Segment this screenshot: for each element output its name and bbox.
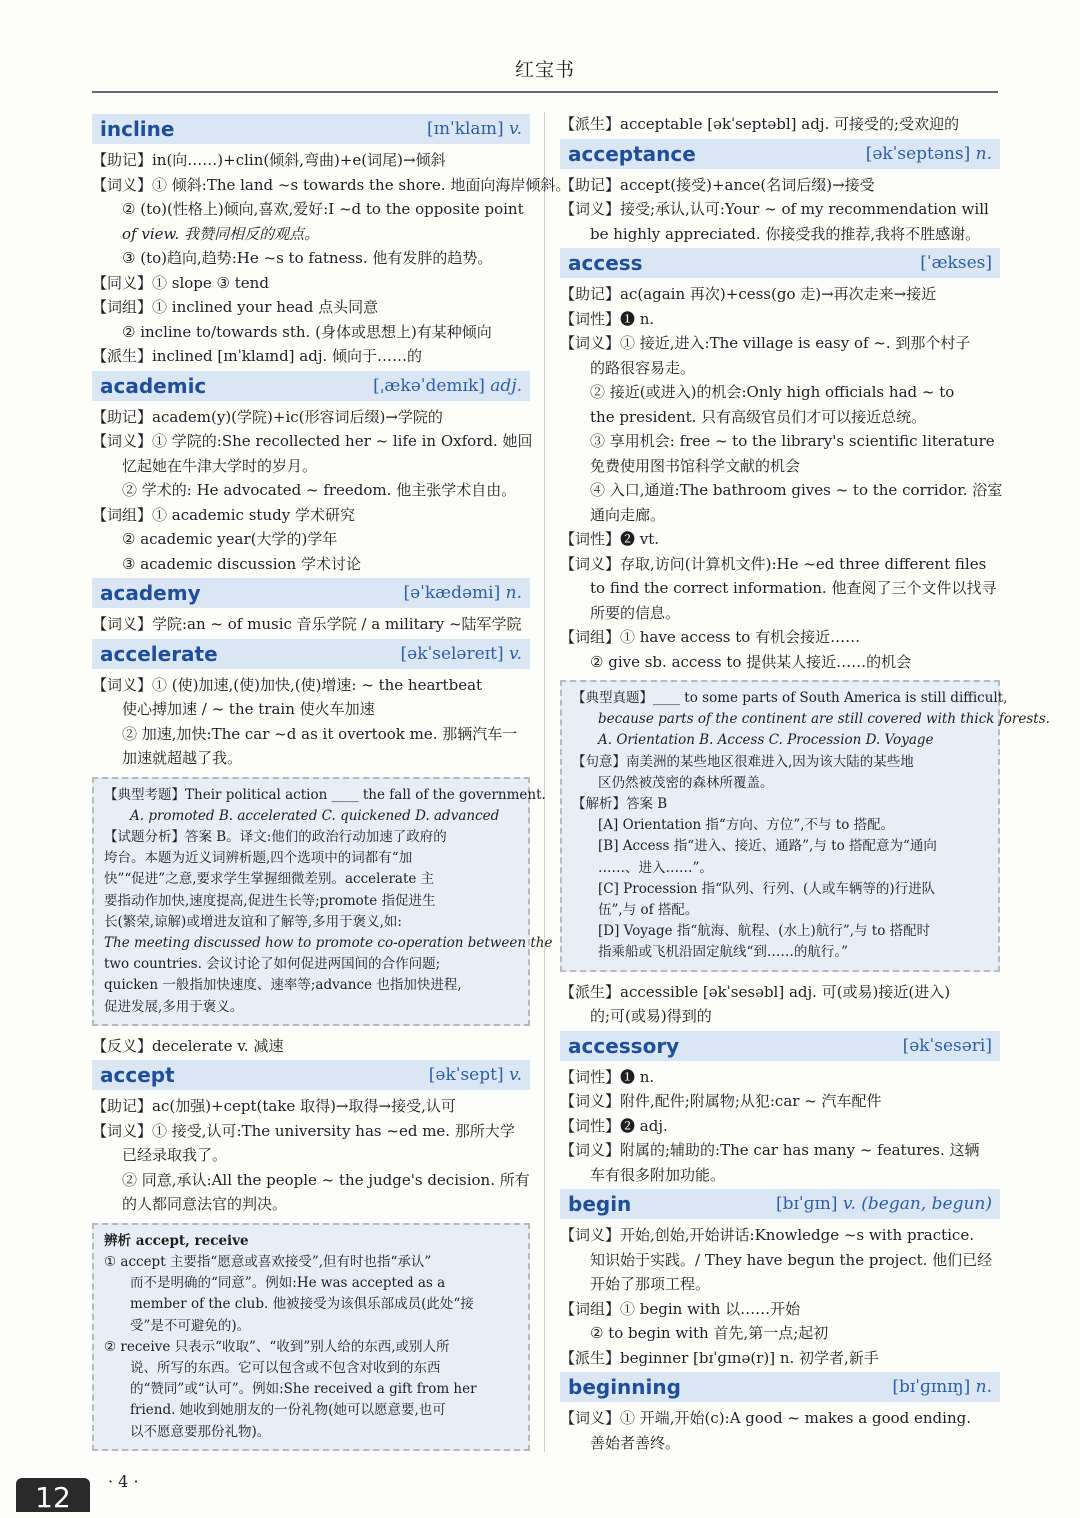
entry-line: 使心搏加速 / ~ the train 使火车加速 bbox=[122, 700, 375, 718]
entry-line: 【助记】ac(again 再次)+cess(go 走)→再次走来→接近 bbox=[560, 285, 937, 303]
entry-line: 【词组】① inclined your head 点头同意 bbox=[92, 298, 379, 316]
entry-line: ② give sb. access to 提供某人接近……的机会 bbox=[590, 652, 912, 671]
exam-question-box bbox=[92, 777, 553, 1026]
entry-line: 的路很容易走。 bbox=[590, 358, 696, 377]
headword: incline bbox=[100, 117, 175, 141]
entry-line: 【词义】学院:an ~ of music 音乐学院 / a military ~陆军学院 bbox=[92, 615, 522, 633]
entry-line: 【词义】① 开端,开始(c):A good ~ makes a good ending. bbox=[560, 1409, 971, 1428]
entry-line: 的人都同意法官的判决。 bbox=[122, 1195, 288, 1214]
entry-head-incline bbox=[92, 114, 530, 144]
box-line: [C] Procession 指“队列、行列、(人或车辆等的)行进队 bbox=[598, 880, 936, 897]
part-of-speech: n. bbox=[975, 1377, 992, 1398]
part-of-speech: v. bbox=[509, 643, 522, 664]
part-of-speech: adj. bbox=[490, 375, 522, 396]
discern-box bbox=[92, 1223, 530, 1451]
entry-line: 【词义】① 倾斜:The land ~s towards the shore. 地面向海岸倾斜。 bbox=[92, 175, 571, 194]
running-header bbox=[92, 55, 998, 93]
book-title: 红宝书 bbox=[514, 59, 575, 81]
part-of-speech: v. bbox=[509, 1065, 522, 1086]
entry-line: 车有很多附加功能。 bbox=[590, 1165, 726, 1184]
phonetic: [ɪnˈklaɪn] bbox=[427, 119, 504, 139]
box-line: ① accept 主要指“愿意或喜欢接受”,但有时也指“承认” bbox=[104, 1253, 432, 1270]
entry-line: 加速就超越了我。 bbox=[122, 749, 243, 767]
entry-line: 免费使用图书馆科学文献的机会 bbox=[590, 456, 801, 475]
entry-line: 开始了那项工程。 bbox=[590, 1275, 711, 1294]
entry-line: 【词义】接受;承认,认可:Your ~ of my recommendation will bbox=[560, 200, 989, 218]
entry-line: 【词组】① have access to 有机会接近…… bbox=[560, 628, 861, 646]
entry-line: ② (to)(性格上)倾向,喜欢,爱好:I ~d to the opposite point bbox=[122, 200, 524, 218]
phonetic: [əkˈseptəns] bbox=[865, 143, 971, 164]
box-line: 促进发展,多用于褒义。 bbox=[104, 998, 244, 1015]
entry-line: ② 同意,承认:All the people ~ the judge's decision. 所有 bbox=[122, 1170, 530, 1189]
phonetic: [bɪˈɡɪn] bbox=[775, 1194, 838, 1215]
box-line: 【典型真题】____ to some parts of South America is still difficult, bbox=[572, 690, 1008, 706]
entry-head-access bbox=[560, 248, 1000, 278]
headword: academic bbox=[100, 373, 207, 398]
entry-head-accept bbox=[92, 1060, 530, 1090]
left-column bbox=[92, 112, 571, 1459]
entry-line: ③ 享用机会: free ~ to the library's scientific literature bbox=[590, 432, 995, 450]
box-line: The meeting discussed how to promote co-operation between the bbox=[104, 934, 553, 951]
entry-line: be highly appreciated. 你接受我的推荐,我将不胜感谢。 bbox=[590, 224, 981, 243]
entry-line: 【词义】存取,访问(计算机文件):He ~ed three different files bbox=[560, 554, 987, 573]
entry-line: 【词义】① 接近,进入:The village is easy of ~. 到那个村子 bbox=[560, 334, 971, 352]
part-of-speech: v. (began, begun) bbox=[842, 1194, 992, 1215]
entry-line: 【派生】inclined [ɪnˈklaɪnd] adj. 倾向于……的 bbox=[92, 347, 423, 365]
entry-head-beginning bbox=[560, 1372, 1000, 1402]
box-line: 【解析】答案 B bbox=[572, 796, 668, 813]
entry-head-academic bbox=[92, 371, 530, 401]
entry-line: 【词性】❷ adj. bbox=[560, 1116, 668, 1135]
box-line: because parts of the continent are still covered with thick forests. bbox=[598, 711, 1050, 728]
derive-line: 【派生】acceptable [əkˈseptəbl] adj. 可接受的;受欢迎的 bbox=[560, 115, 960, 133]
entry-line: 【词组】① begin with 以……开始 bbox=[560, 1299, 801, 1318]
entry-line: 【词义】① (使)加速,(使)加快,(使)增速: ~ the heartbeat bbox=[92, 675, 483, 694]
box-line: 快”“促进”之意,要求学生掌握细微差别。accelerate 主 bbox=[104, 871, 435, 888]
headword: academy bbox=[100, 581, 201, 605]
phonetic: [əkˈseləreɪt] bbox=[400, 643, 504, 664]
box-line: 指乘船或飞机沿固定航线“到……的航行。” bbox=[598, 944, 849, 961]
entry-head-accelerate bbox=[92, 639, 530, 669]
page-tab: 12 bbox=[16, 1478, 90, 1512]
entry-line: 【词性】❶ n. bbox=[560, 309, 655, 328]
entry-line: 知识始于实践。/ They have begun the project. 他们已经 bbox=[590, 1250, 993, 1269]
page-number: · 4 · bbox=[108, 1472, 139, 1491]
phonetic: [əkˈsesəri] bbox=[902, 1035, 992, 1056]
headword: begin bbox=[568, 1192, 632, 1217]
entry-line: 【词性】❷ vt. bbox=[560, 530, 660, 548]
box-line: 的“赞同”或“认可”。例如:She received a gift from her bbox=[130, 1381, 477, 1398]
entry-line: ② incline to/towards sth. (身体或思想上)有某种倾向 bbox=[122, 322, 492, 341]
entry-head-acceptance bbox=[560, 139, 1000, 169]
phonetic: [əkˈsept] bbox=[428, 1065, 504, 1086]
part-of-speech: n. bbox=[505, 583, 522, 603]
box-line: 辨析 accept, receive bbox=[104, 1232, 249, 1249]
entry-head-begin bbox=[560, 1189, 1000, 1219]
antonym-line: 【反义】decelerate v. 减速 bbox=[92, 1036, 284, 1055]
entry-line: 【助记】academ(y)(学院)+ic(形容词后缀)→学院的 bbox=[92, 407, 443, 426]
box-line: member of the club. 他被接受为该俱乐部成员(此处“接 bbox=[130, 1296, 474, 1313]
box-line: 【句意】南美洲的某些地区很难进入,因为该大陆的某些地 bbox=[572, 753, 914, 770]
entry-line: ② 学术的: He advocated ~ freedom. 他主张学术自由。 bbox=[122, 481, 517, 499]
entry-line: ④ 入口,通道:The bathroom gives ~ to the corridor. 浴室 bbox=[590, 481, 1003, 499]
box-line: [B] Access 指“进入、接近、通路”,与 to 搭配意为“通向 bbox=[598, 838, 937, 855]
box-line: 伍”,与 of 搭配。 bbox=[598, 902, 699, 919]
box-line: ② receive 只表示“收取”、“收到”别人给的东西,或别人所 bbox=[104, 1338, 450, 1355]
box-line: A. Orientation B. Access C. Procession D. Voyage bbox=[598, 732, 934, 749]
box-line: 以不愿意要那份礼物)。 bbox=[130, 1423, 271, 1440]
entry-line: to find the correct information. 他查阅了三个文件以找寻 bbox=[590, 579, 997, 597]
headword: accessory bbox=[568, 1033, 680, 1058]
derive-line: 【派生】accessible [əkˈsesəbl] adj. 可(或易)接近(进入) bbox=[560, 982, 951, 1001]
phonetic: [bɪˈɡɪnɪŋ] bbox=[892, 1377, 971, 1398]
entry-line: ③ academic discussion 学术讨论 bbox=[122, 554, 361, 573]
entry-line: 【派生】beginner [bɪˈɡɪnə(r)] n. 初学者,新手 bbox=[560, 1348, 879, 1367]
entry-head-academy bbox=[92, 578, 530, 608]
entry-line: 【助记】ac(加强)+cept(take 取得)→取得→接受,认可 bbox=[92, 1097, 456, 1116]
headword: acceptance bbox=[568, 141, 696, 166]
headword: accelerate bbox=[100, 641, 218, 666]
entry-line: 【词义】开始,创始,开始讲话:Knowledge ~s with practice. bbox=[560, 1226, 974, 1245]
headword: beginning bbox=[568, 1375, 681, 1400]
derive-line: 的;可(或易)得到的 bbox=[590, 1007, 712, 1026]
box-line: quicken 一般指加快速度、速率等;advance 也指加快进程, bbox=[104, 977, 462, 994]
entry-line: 已经录取我了。 bbox=[122, 1146, 228, 1165]
entry-line: 【词性】❶ n. bbox=[560, 1067, 655, 1086]
box-line: [A] Orientation 指“方向、方位”,不与 to 搭配。 bbox=[598, 817, 895, 834]
entry-line: 【词义】① 学院的:She recollected her ~ life in Oxford. 她回 bbox=[92, 432, 533, 450]
box-line: two countries. 会议讨论了如何促进两国间的合作问题; bbox=[104, 956, 441, 973]
box-line: 【典型考题】Their political action ____ the fall of the government. bbox=[104, 786, 546, 803]
box-line: 而不是明确的“同意”。例如:He was accepted as a bbox=[130, 1275, 446, 1292]
phonetic: [əˈkædəmi] bbox=[403, 583, 501, 603]
phonetic: [ˈækses] bbox=[920, 253, 992, 273]
entry-line: 通向走廊。 bbox=[590, 505, 666, 524]
right-column bbox=[560, 112, 1050, 1455]
entry-line: 【助记】in(向……)+clin(倾斜,弯曲)+e(词尾)→倾斜 bbox=[92, 151, 446, 169]
entry-line: the president. 只有高级官员们才可以接近总统。 bbox=[590, 407, 927, 426]
column-divider bbox=[544, 112, 545, 1452]
box-line: 说、所写的东西。它可以包含或不包含对收到的东西 bbox=[130, 1359, 441, 1376]
entry-line: 【助记】accept(接受)+ance(名词后缀)→接受 bbox=[560, 175, 875, 194]
entry-head-accessory bbox=[560, 1031, 1000, 1061]
entry-line: 【词义】附件,配件;附属物;从犯:car ~ 汽车配件 bbox=[560, 1092, 882, 1111]
entry-line: 善始者善终。 bbox=[590, 1433, 681, 1452]
entry-line: 【词组】① academic study 学术研究 bbox=[92, 505, 355, 524]
phonetic: [ˌækəˈdemɪk] bbox=[373, 375, 485, 396]
box-line: 区仍然被茂密的森林所覆盖。 bbox=[598, 774, 774, 791]
entry-line: 忆起她在牛津大学时的岁月。 bbox=[122, 456, 318, 475]
entry-line: 【同义】① slope ③ tend bbox=[92, 273, 269, 292]
exam-question-box bbox=[560, 680, 1050, 972]
box-line: ……、进入……”。 bbox=[598, 859, 713, 876]
box-line: 【试题分析】答案 B。译文:他们的政治行动加速了政府的 bbox=[104, 828, 447, 845]
headword: accept bbox=[100, 1063, 175, 1088]
headword: access bbox=[568, 251, 643, 275]
part-of-speech: v. bbox=[509, 119, 522, 139]
entry-line: 【词义】① 接受,认可:The university has ~ed me. 那所大学 bbox=[92, 1121, 515, 1140]
box-line: 要指动作加快,速度提高,促进生长等;promote 指促进生 bbox=[104, 892, 436, 909]
box-line: 受”是不可避免的)。 bbox=[130, 1317, 251, 1334]
box-line: 长(繁荣,谅解)或增进友谊和了解等,多用于褒义,如: bbox=[104, 913, 402, 930]
part-of-speech: n. bbox=[975, 143, 992, 164]
entry-line: ② 接近(或进入)的机会:Only high officials had ~ to bbox=[590, 383, 955, 401]
box-line: A. promoted B. accelerated C. quickened D. advanced bbox=[130, 807, 500, 824]
entry-line: ② 加速,加快:The car ~d as it overtook me. 那辆汽车一 bbox=[122, 724, 518, 743]
box-line: friend. 她收到她朋友的一份礼物(她可以愿意要,也可 bbox=[130, 1402, 446, 1419]
entry-line: of view. 我赞同相反的观点。 bbox=[122, 224, 320, 243]
box-line: [D] Voyage 指“航海、航程、(水上)航行”,与 to 搭配时 bbox=[598, 923, 931, 940]
entry-line: ③ (to)趋向,趋势:He ~s to fatness. 他有发胖的趋势。 bbox=[122, 249, 493, 267]
entry-line: 【词义】附属的;辅助的:The car has many ~ features. 这辆 bbox=[560, 1141, 980, 1160]
entry-line: ② academic year(大学的)学年 bbox=[122, 530, 338, 548]
entry-line: ② to begin with 首先,第一点;起初 bbox=[590, 1324, 829, 1343]
box-line: 垮台。本题为近义词辨析题,四个选项中的词都有“加 bbox=[104, 850, 413, 867]
entry-line: 所要的信息。 bbox=[590, 603, 681, 622]
